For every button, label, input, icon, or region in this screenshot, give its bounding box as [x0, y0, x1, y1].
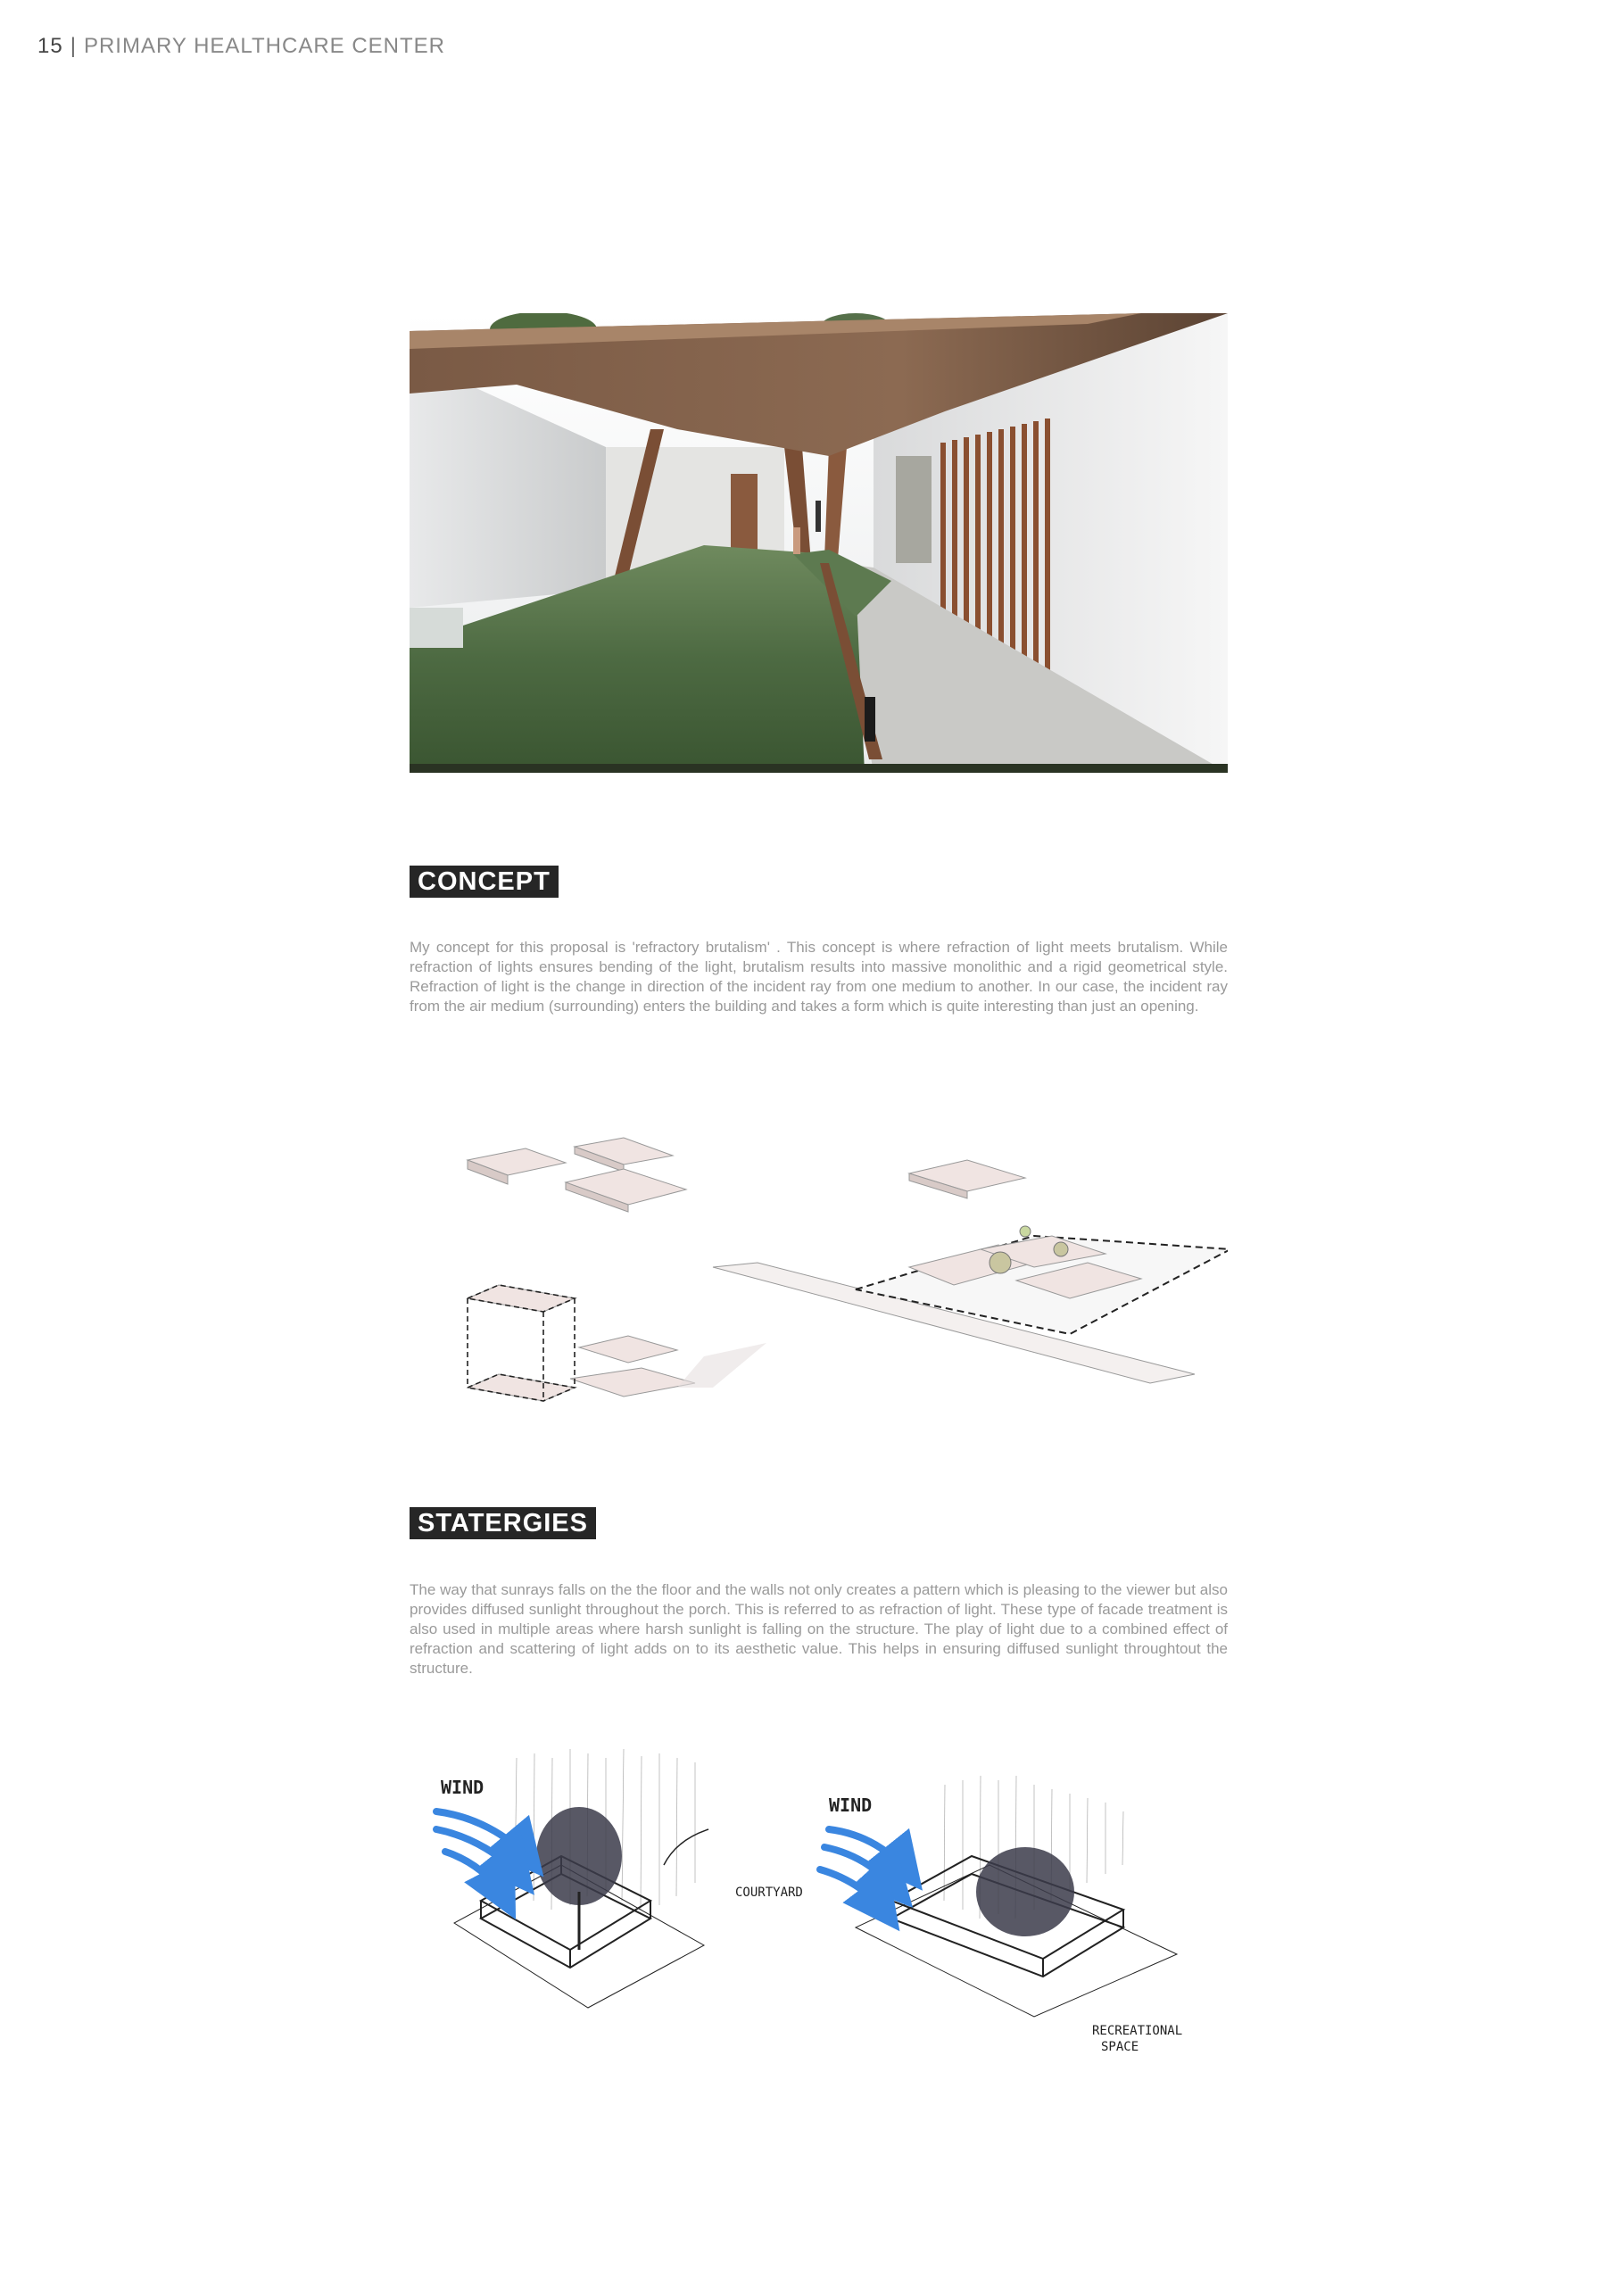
concept-paragraph: My concept for this proposal is 'refractory brutalism' . This concept is where refraction of light meets brutalism. While refraction of lights ensures bending of the light, brutalism results into massive monolithic and a rigid geometrical style. Refraction of light is the change in direction of the incident ray from one medium to another. In our case, the incident ray from the air medium (surrounding) enters the building and takes a form which is quite interesting than just an opening. — [410, 939, 1228, 1015]
strategies-paragraph: The way that sunrays falls on the the floor and the walls not only creates a pattern which is pleasing to the viewer but also provides diffused sunlight throughout the porch. This is referred to as refraction of light. These type of facade treatment is also used in multiple areas where harsh sunlight is falling on the structure. The play of light due to a combined effect of refraction and scattering of light adds on to its aesthetic value. This helps in ensuring diffused sunlight throughtout the structure. — [410, 1581, 1228, 1677]
recreational-label-line1: RECREATIONAL — [1092, 2024, 1183, 2038]
concept-heading: CONCEPT — [410, 866, 559, 898]
document-title: PRIMARY HEALTHCARE CENTER — [83, 34, 446, 58]
right-wind-label: WIND — [829, 1795, 873, 1816]
courtyard-label: COURTYARD — [735, 1886, 803, 1900]
massing-diagram — [410, 1120, 1228, 1405]
left-wind-label: WIND — [441, 1777, 484, 1798]
header-separator: | — [70, 34, 77, 58]
strategies-heading: STATERGIES — [410, 1507, 596, 1539]
recreational-label-line2: SPACE — [1101, 2040, 1139, 2054]
page-header — [37, 34, 445, 59]
page-number: 15 — [37, 34, 63, 58]
walkway-render-image — [410, 313, 1228, 773]
sketches-panel — [410, 1749, 1228, 2097]
